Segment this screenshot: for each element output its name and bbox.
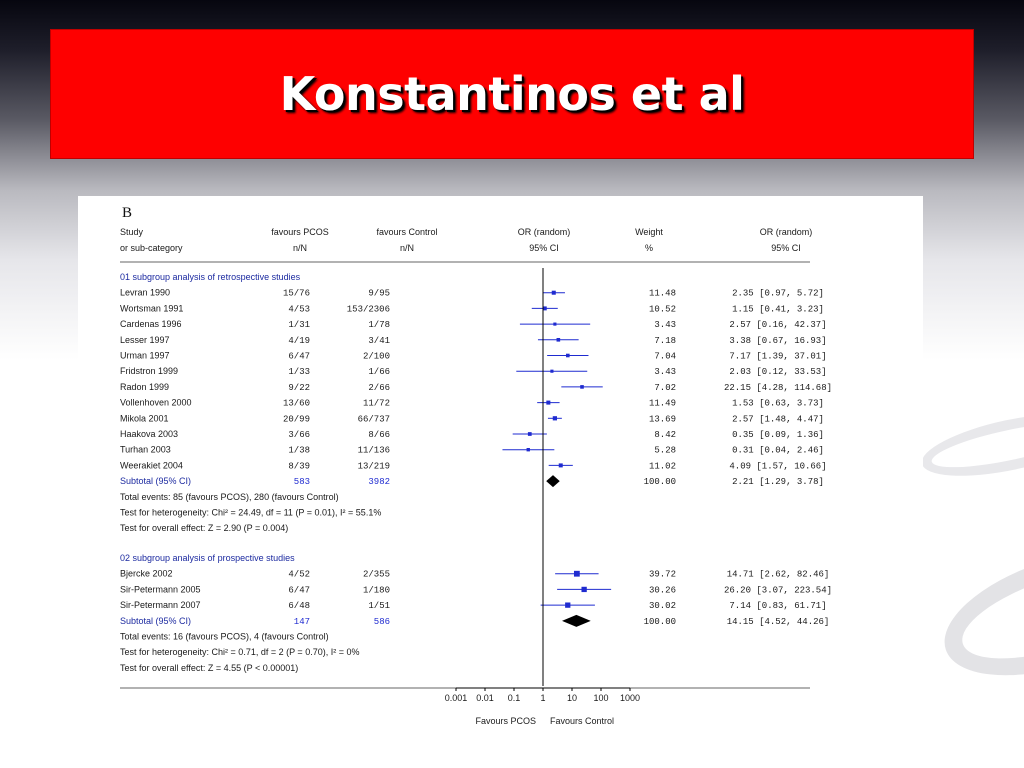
study-control-events: 1/66 [368, 367, 390, 378]
study-control-events: 66/737 [357, 414, 390, 425]
subtotal-weight: 100.00 [643, 477, 676, 488]
study-name: Turhan 2003 [120, 444, 171, 455]
subgroup-title: 02 subgroup analysis of prospective studies [120, 553, 295, 564]
study-control-events: 1/51 [368, 601, 390, 612]
decorative-swoosh-upper [917, 402, 1024, 488]
subtotal-control-total: 586 [373, 616, 390, 627]
study-weight: 8.42 [654, 430, 676, 440]
subgroup-note: Test for heterogeneity: Chi² = 24.49, df = 11 (P = 0.01), I² = 55.1% [120, 507, 382, 518]
study-point [553, 416, 557, 420]
study-name: Mikola 2001 [120, 413, 169, 424]
study-weight: 7.04 [654, 351, 676, 362]
study-name: Urman 1997 [120, 350, 170, 361]
study-or-ci: 22.15 [4.28, 114.68] [723, 382, 833, 393]
subgroup-note: Total events: 16 (favours PCOS), 4 (favours Control) [120, 631, 329, 642]
study-name: Lesser 1997 [120, 334, 170, 345]
study-weight: 39.72 [648, 569, 676, 580]
header-favours-control: favours Control [376, 227, 438, 237]
study-point [565, 602, 570, 607]
study-weight: 3.43 [654, 320, 676, 331]
study-name: Levran 1990 [120, 287, 171, 298]
study-point [553, 323, 556, 326]
study-weight: 10.52 [648, 304, 676, 315]
study-point [527, 448, 530, 451]
study-or-ci: 1.15 [0.41, 3.23] [732, 304, 824, 315]
study-weight: 7.02 [654, 382, 676, 393]
study-point [546, 401, 550, 405]
study-point [566, 354, 570, 358]
header-study: Study [120, 227, 144, 237]
header-weight-sub: % [644, 243, 654, 253]
x-axis-tick-label: 10 [566, 693, 578, 703]
study-weight: 5.28 [654, 445, 676, 456]
study-or-ci: 2.35 [0.97, 5.72] [732, 288, 824, 299]
study-point [581, 587, 586, 592]
subtotal-label: Subtotal (95% CI) [120, 476, 192, 487]
title-banner [51, 30, 973, 158]
study-point [574, 571, 580, 577]
forest-plot [78, 196, 923, 768]
study-control-events: 2/100 [362, 351, 390, 362]
x-axis-tick-label: 0.1 [507, 693, 521, 703]
study-weight: 11.02 [648, 461, 676, 472]
decorative-swoosh-lower [929, 526, 1024, 700]
study-pcos-events: 1/33 [288, 367, 310, 378]
study-point [559, 463, 563, 467]
study-control-events: 11/72 [362, 398, 390, 409]
study-or-ci: 3.38 [0.67, 16.93] [729, 335, 827, 346]
favours-left-label: Favours PCOS [475, 716, 536, 726]
study-control-events: 153/2306 [346, 304, 390, 315]
favours-right-label: Favours Control [550, 716, 615, 726]
study-or-ci: 14.71 [2.62, 82.46] [726, 569, 830, 580]
subtotal-pcos-total: 583 [293, 477, 310, 488]
x-axis-tick-label: 1000 [619, 693, 641, 703]
panel-label: B [122, 205, 133, 221]
study-pcos-events: 6/47 [288, 351, 310, 362]
subgroup-note: Test for overall effect: Z = 2.90 (P = 0.004) [120, 523, 289, 534]
x-axis-tick-label: 0.001 [444, 693, 468, 703]
study-weight: 11.49 [648, 398, 676, 409]
study-name: Sir-Petermann 2005 [120, 584, 201, 595]
study-name: Cardenas 1996 [120, 319, 182, 330]
study-pcos-events: 15/76 [282, 288, 310, 299]
study-name: Sir-Petermann 2007 [120, 600, 201, 611]
study-or-ci: 0.31 [0.04, 2.46] [732, 445, 824, 456]
study-or-ci: 2.57 [0.16, 42.37] [729, 320, 827, 331]
subtotal-control-total: 3982 [368, 477, 390, 488]
study-control-events: 1/180 [362, 585, 390, 596]
study-or-ci: 1.53 [0.63, 3.73] [732, 398, 824, 409]
study-point [557, 338, 561, 342]
study-control-events: 13/219 [357, 461, 390, 472]
study-or-ci: 2.03 [0.12, 33.53] [729, 367, 827, 378]
study-pcos-events: 3/66 [288, 430, 310, 440]
subgroup-note: Test for heterogeneity: Chi² = 0.71, df = 2 (P = 0.70), I² = 0% [120, 647, 360, 658]
study-or-ci: 2.57 [1.48, 4.47] [732, 414, 824, 425]
subtotal-diamond [562, 615, 591, 627]
study-weight: 11.48 [648, 288, 676, 299]
study-or-ci: 26.20 [3.07, 223.54] [723, 585, 833, 596]
study-control-events: 3/41 [368, 335, 390, 346]
study-pcos-events: 8/39 [288, 461, 310, 472]
study-or-ci: 4.09 [1.57, 10.66] [729, 461, 827, 472]
study-pcos-events: 1/38 [288, 445, 310, 456]
study-name: Bjercke 2002 [120, 568, 173, 579]
x-axis-tick-label: 0.01 [476, 693, 494, 703]
x-axis-tick-label: 1 [540, 693, 546, 703]
study-name: Haakova 2003 [120, 429, 179, 439]
study-control-events: 1/78 [368, 320, 390, 331]
header-or-plot: OR (random) [517, 227, 571, 237]
study-pcos-events: 13/60 [282, 398, 310, 409]
study-name: Weerakiet 2004 [120, 460, 183, 471]
study-point [550, 370, 553, 373]
study-pcos-events: 4/52 [288, 569, 310, 580]
study-weight: 7.18 [654, 335, 676, 346]
header-study-sub: or sub-category [120, 243, 183, 253]
study-or-ci: 0.35 [0.09, 1.36] [732, 430, 824, 440]
header-or-text-sub: 95% CI [771, 243, 801, 253]
subtotal-diamond [546, 475, 560, 487]
slide-title: Konstantinos et al [279, 67, 745, 121]
subtotal-or-ci: 2.21 [1.29, 3.78] [732, 477, 824, 488]
study-weight: 3.43 [654, 367, 676, 378]
study-name: Fridstron 1999 [120, 366, 179, 377]
study-pcos-events: 20/99 [282, 414, 310, 425]
study-point [580, 385, 584, 389]
study-control-events: 9/95 [368, 288, 390, 299]
header-or-text: OR (random) [759, 227, 813, 237]
study-weight: 30.02 [648, 601, 676, 612]
subgroup-note: Test for overall effect: Z = 4.55 (P < 0.00001) [120, 662, 299, 673]
study-pcos-events: 4/53 [288, 304, 310, 315]
subtotal-label: Subtotal (95% CI) [120, 615, 192, 626]
header-favours-pcos-sub: n/N [292, 243, 308, 253]
subtotal-pcos-total: 147 [293, 616, 310, 627]
study-control-events: 11/136 [357, 445, 390, 456]
header-weight: Weight [635, 227, 663, 237]
study-pcos-events: 9/22 [288, 382, 310, 393]
study-pcos-events: 4/19 [288, 335, 310, 346]
study-pcos-events: 6/47 [288, 585, 310, 596]
header-favours-control-sub: n/N [399, 243, 415, 253]
study-point [528, 432, 532, 436]
header-or-plot-sub: 95% CI [529, 243, 559, 253]
subgroup-note: Total events: 85 (favours PCOS), 280 (favours Control) [120, 491, 339, 502]
study-weight: 30.26 [648, 585, 676, 596]
study-control-events: 2/66 [368, 382, 390, 393]
subtotal-weight: 100.00 [643, 616, 676, 627]
study-pcos-events: 1/31 [288, 320, 310, 331]
x-axis-tick-label: 100 [593, 693, 609, 703]
subtotal-or-ci: 14.15 [4.52, 44.26] [726, 616, 830, 627]
forest-plot-figure [78, 196, 923, 768]
study-name: Radon 1999 [120, 381, 170, 392]
study-name: Vollenhoven 2000 [120, 397, 192, 408]
study-or-ci: 7.17 [1.39, 37.01] [729, 351, 827, 362]
header-favours-pcos: favours PCOS [271, 227, 329, 237]
study-name: Wortsman 1991 [120, 303, 184, 314]
study-weight: 13.69 [648, 414, 676, 425]
study-pcos-events: 6/48 [288, 601, 310, 612]
study-point [552, 291, 556, 295]
subgroup-title: 01 subgroup analysis of retrospective studies [120, 272, 301, 282]
study-or-ci: 7.14 [0.83, 61.71] [729, 601, 827, 612]
study-control-events: 8/66 [368, 430, 390, 440]
study-control-events: 2/355 [362, 569, 390, 580]
